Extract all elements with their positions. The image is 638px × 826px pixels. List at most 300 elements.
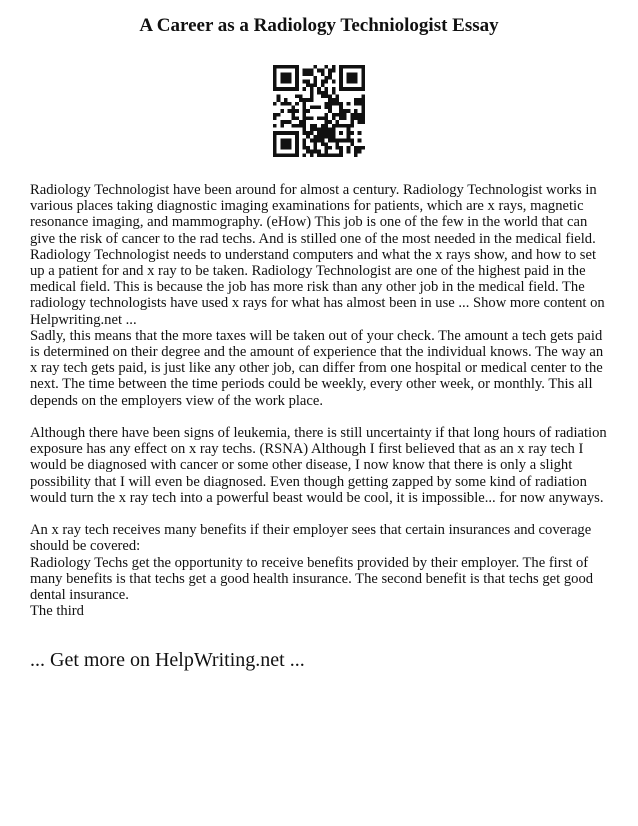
qr-module <box>310 69 314 73</box>
qr-module <box>284 102 288 106</box>
qr-module <box>350 124 354 128</box>
qr-module <box>343 65 347 69</box>
qr-module <box>343 139 347 143</box>
qr-module <box>288 146 292 150</box>
qr-module <box>321 153 325 157</box>
qr-module <box>339 150 343 154</box>
qr-module <box>328 94 332 98</box>
qr-module <box>310 153 314 157</box>
qr-module <box>325 120 329 124</box>
qr-module <box>310 117 314 121</box>
qr-module <box>291 65 295 69</box>
qr-module <box>310 105 314 109</box>
qr-module <box>347 124 351 128</box>
qr-module <box>313 124 317 128</box>
qr-module <box>336 153 340 157</box>
qr-module <box>277 113 281 117</box>
qr-module <box>350 65 354 69</box>
qr-module <box>339 131 343 135</box>
qr-module <box>325 76 329 80</box>
qr-module <box>325 142 329 146</box>
qr-module <box>336 102 340 106</box>
qr-module <box>354 146 358 150</box>
qr-module <box>361 69 365 73</box>
qr-module <box>310 91 314 95</box>
qr-module <box>284 76 288 80</box>
qr-module <box>313 76 317 80</box>
paragraph-gap <box>30 506 610 522</box>
qr-module <box>273 76 277 80</box>
qr-module <box>358 102 362 106</box>
qr-module <box>350 87 354 91</box>
qr-module <box>306 98 310 102</box>
qr-module <box>277 65 281 69</box>
qr-module <box>328 128 332 132</box>
qr-module <box>332 124 336 128</box>
qr-module <box>295 131 299 135</box>
qr-module <box>332 131 336 135</box>
qr-module <box>288 131 292 135</box>
qr-module <box>313 150 317 154</box>
qr-module <box>273 72 277 76</box>
qr-module <box>295 142 299 146</box>
qr-module <box>291 153 295 157</box>
qr-module <box>280 87 284 91</box>
qr-module <box>277 94 281 98</box>
qr-module <box>354 117 358 121</box>
qr-module <box>328 69 332 73</box>
qr-module <box>328 102 332 106</box>
essay-paragraph: The third <box>30 603 84 620</box>
qr-module <box>277 131 281 135</box>
qr-module <box>317 135 321 139</box>
qr-module <box>302 117 306 121</box>
qr-module <box>339 105 343 109</box>
paragraph-gap <box>30 409 610 425</box>
qr-module <box>347 72 351 76</box>
qr-module <box>310 131 314 135</box>
qr-module <box>313 139 317 143</box>
qr-module <box>306 150 310 154</box>
qr-module <box>325 135 329 139</box>
qr-module <box>295 124 299 128</box>
qr-module <box>280 124 284 128</box>
qr-module <box>321 80 325 84</box>
qr-module <box>288 153 292 157</box>
qr-module <box>350 120 354 124</box>
qr-module <box>273 146 277 150</box>
qr-module <box>317 105 321 109</box>
qr-module <box>280 65 284 69</box>
qr-module <box>332 69 336 73</box>
qr-module <box>325 113 329 117</box>
qr-module <box>354 80 358 84</box>
qr-module <box>277 153 281 157</box>
qr-module <box>288 76 292 80</box>
qr-module <box>361 120 365 124</box>
qr-module <box>325 65 329 69</box>
qr-module <box>288 80 292 84</box>
qr-module <box>321 124 325 128</box>
qr-module <box>306 83 310 87</box>
qr-module <box>336 142 340 146</box>
qr-module <box>339 76 343 80</box>
qr-module <box>306 69 310 73</box>
qr-module <box>354 150 358 154</box>
qr-module <box>280 109 284 113</box>
qr-module <box>302 146 306 150</box>
qr-module <box>273 65 277 69</box>
qr-module <box>354 76 358 80</box>
qr-module <box>273 150 277 154</box>
qr-module <box>291 113 295 117</box>
qr-module <box>350 113 354 117</box>
qr-module <box>343 113 347 117</box>
qr-module <box>328 120 332 124</box>
qr-module <box>284 142 288 146</box>
qr-module <box>358 117 362 121</box>
qr-module <box>354 102 358 106</box>
qr-module <box>277 87 281 91</box>
qr-module <box>339 153 343 157</box>
qr-module <box>339 69 343 73</box>
qr-module <box>350 72 354 76</box>
qr-module <box>277 98 281 102</box>
qr-module <box>291 124 295 128</box>
qr-module <box>358 150 362 154</box>
qr-module <box>280 153 284 157</box>
qr-module <box>347 65 351 69</box>
qr-module <box>336 139 340 143</box>
qr-code-icon <box>273 65 365 157</box>
qr-module <box>361 65 365 69</box>
qr-module <box>302 80 306 84</box>
qr-module <box>299 120 303 124</box>
qr-module <box>280 120 284 124</box>
qr-module <box>284 120 288 124</box>
qr-module <box>328 135 332 139</box>
qr-module <box>313 65 317 69</box>
qr-module <box>295 146 299 150</box>
qr-module <box>354 113 358 117</box>
qr-module <box>332 135 336 139</box>
qr-module <box>332 128 336 132</box>
qr-module <box>288 120 292 124</box>
essay-title: A Career as a Radiology Techniologist Essay <box>139 15 499 36</box>
qr-module <box>347 128 351 132</box>
qr-module <box>302 113 306 117</box>
qr-module <box>339 87 343 91</box>
qr-module <box>332 113 336 117</box>
qr-module <box>295 65 299 69</box>
qr-module <box>321 91 325 95</box>
qr-module <box>273 102 277 106</box>
qr-module <box>284 153 288 157</box>
qr-module <box>325 146 329 150</box>
qr-module <box>343 117 347 121</box>
qr-module <box>350 131 354 135</box>
qr-module <box>325 131 329 135</box>
qr-module <box>302 128 306 132</box>
qr-module <box>325 153 329 157</box>
qr-module <box>310 72 314 76</box>
qr-module <box>295 76 299 80</box>
qr-module <box>295 69 299 73</box>
qr-module <box>310 98 314 102</box>
qr-module <box>339 109 343 113</box>
qr-module <box>347 150 351 154</box>
qr-module <box>328 72 332 76</box>
essay-paragraph: An x ray tech receives many benefits if their employer sees that certain insurances and coverage should be covered: <box>30 522 592 555</box>
qr-module <box>321 128 325 132</box>
qr-module <box>336 124 340 128</box>
qr-module <box>273 135 277 139</box>
qr-module <box>328 76 332 80</box>
qr-module <box>317 69 321 73</box>
qr-module <box>317 117 321 121</box>
qr-module <box>332 139 336 143</box>
qr-module <box>313 80 317 84</box>
qr-module <box>343 109 347 113</box>
qr-module <box>325 102 329 106</box>
qr-module <box>310 83 314 87</box>
qr-module <box>361 146 365 150</box>
qr-module <box>302 131 306 135</box>
qr-module <box>336 120 340 124</box>
qr-module <box>332 153 336 157</box>
qr-module <box>332 80 336 84</box>
qr-module <box>273 87 277 91</box>
qr-module <box>325 94 329 98</box>
qr-module <box>273 124 277 128</box>
qr-module <box>354 98 358 102</box>
qr-module <box>339 139 343 143</box>
qr-module <box>361 109 365 113</box>
qr-module <box>354 153 358 157</box>
qr-module <box>313 128 317 132</box>
qr-module <box>325 91 329 95</box>
qr-module <box>328 105 332 109</box>
qr-module <box>284 139 288 143</box>
qr-module <box>358 146 362 150</box>
qr-module <box>295 150 299 154</box>
qr-module <box>325 117 329 121</box>
qr-module <box>317 153 321 157</box>
qr-module <box>354 109 358 113</box>
qr-module <box>288 65 292 69</box>
qr-module <box>295 135 299 139</box>
qr-module <box>350 139 354 143</box>
qr-module <box>328 109 332 113</box>
qr-module <box>273 80 277 84</box>
qr-module <box>302 120 306 124</box>
qr-module <box>343 124 347 128</box>
qr-module <box>358 98 362 102</box>
qr-module <box>361 76 365 80</box>
qr-module <box>306 72 310 76</box>
qr-module <box>273 131 277 135</box>
qr-module <box>361 98 365 102</box>
qr-module <box>361 83 365 87</box>
qr-module <box>302 69 306 73</box>
qr-module <box>295 80 299 84</box>
qr-module <box>358 139 362 143</box>
qr-module <box>347 146 351 150</box>
qr-module <box>288 142 292 146</box>
qr-module <box>325 124 329 128</box>
qr-module <box>280 142 284 146</box>
qr-module <box>302 72 306 76</box>
qr-module <box>280 80 284 84</box>
qr-module <box>284 65 288 69</box>
qr-module <box>317 150 321 154</box>
qr-module <box>288 102 292 106</box>
qr-module <box>317 91 321 95</box>
qr-module <box>350 117 354 121</box>
qr-module <box>358 120 362 124</box>
qr-module <box>339 72 343 76</box>
qr-module <box>284 80 288 84</box>
qr-module <box>361 80 365 84</box>
qr-module <box>358 65 362 69</box>
qr-module <box>361 94 365 98</box>
qr-module <box>288 109 292 113</box>
essay-paragraph: Although there have been signs of leukemia, there is still uncertainty if that long hours of radiation exposure has any effect on x ray techs. (RSNA) Although I first believed that as an x ray tech I would be diagnosed with cancer or some other disease, I now know that there is only a slight possibility that I will even be diagnosed. Even though getting zapped by some kind of radiation would turn the x ray tech into a powerful beast would be cool, it is impossible... for now anyways. <box>30 425 607 506</box>
qr-module <box>336 98 340 102</box>
qr-module <box>306 117 310 121</box>
qr-module <box>295 87 299 91</box>
qr-module <box>336 146 340 150</box>
qr-module <box>306 135 310 139</box>
qr-module <box>295 83 299 87</box>
qr-module <box>339 146 343 150</box>
qr-module <box>299 124 303 128</box>
qr-module <box>313 135 317 139</box>
qr-module <box>288 72 292 76</box>
qr-module <box>332 87 336 91</box>
qr-module <box>295 153 299 157</box>
qr-module <box>339 65 343 69</box>
qr-module <box>295 117 299 121</box>
qr-module <box>336 113 340 117</box>
qr-module <box>332 117 336 121</box>
qr-module <box>291 87 295 91</box>
qr-module <box>350 142 354 146</box>
qr-module <box>302 142 306 146</box>
qr-module <box>273 83 277 87</box>
qr-module <box>280 72 284 76</box>
qr-module <box>299 94 303 98</box>
qr-module <box>321 69 325 73</box>
qr-module <box>273 153 277 157</box>
qr-module <box>325 105 329 109</box>
essay-paragraph: Radiology Technologist have been around for almost a century. Radiology Technologist works in various places taking diagnostic imaging examinations for patients, which are x rays, magnetic resonance imaging, and mammography. (eHow) This job is one of the few in the world that can give the risk of cancer to the rad techs. And is stilled one of the most needed in the medical field. Radiology Technologist needs to understand computers and what the x rays show, and how to set up a patient for and x ray to be taken. Radiology Technologist are one of the highest paid in the medical field. This is because the job has more risk than any other job in the medical field. The radiology technologists have used x rays for what has almost been in use ... Show more content on Helpwriting.net ... <box>30 182 605 328</box>
qr-module <box>273 113 277 117</box>
qr-module <box>336 94 340 98</box>
essay-body <box>30 182 610 619</box>
qr-module <box>361 105 365 109</box>
essay-paragraph: Radiology Techs get the opportunity to receive benefits provided by their employer. The first of many benefits is that techs get a good health insurance. The second benefit is that techs get good dental insurance. <box>30 554 594 604</box>
qr-module <box>313 105 317 109</box>
qr-module <box>361 102 365 106</box>
qr-module <box>306 131 310 135</box>
qr-module <box>325 87 329 91</box>
qr-module <box>273 117 277 121</box>
qr-module <box>321 83 325 87</box>
qr-module <box>325 150 329 154</box>
qr-module <box>358 87 362 91</box>
qr-module <box>302 102 306 106</box>
qr-module <box>302 139 306 143</box>
qr-module <box>302 87 306 91</box>
qr-module <box>291 105 295 109</box>
qr-module <box>302 153 306 157</box>
qr-module <box>295 72 299 76</box>
qr-module <box>347 109 351 113</box>
qr-module <box>280 76 284 80</box>
qr-module <box>328 131 332 135</box>
qr-module <box>302 124 306 128</box>
qr-module <box>280 139 284 143</box>
qr-module <box>306 80 310 84</box>
qr-module <box>350 80 354 84</box>
qr-module <box>284 87 288 91</box>
get-more-link[interactable]: ... Get more on HelpWriting.net ... <box>30 649 305 671</box>
qr-module <box>339 113 343 117</box>
qr-module <box>339 80 343 84</box>
qr-module <box>328 146 332 150</box>
qr-module <box>288 139 292 143</box>
qr-module <box>321 117 325 121</box>
qr-module <box>313 142 317 146</box>
qr-module <box>321 94 325 98</box>
qr-module <box>332 102 336 106</box>
qr-module <box>328 98 332 102</box>
qr-module <box>350 76 354 80</box>
qr-module <box>347 135 351 139</box>
qr-module <box>347 102 351 106</box>
qr-module <box>302 98 306 102</box>
qr-module <box>361 72 365 76</box>
qr-module <box>273 69 277 73</box>
qr-module <box>347 76 351 80</box>
qr-module <box>321 72 325 76</box>
qr-module <box>291 109 295 113</box>
qr-module <box>317 87 321 91</box>
qr-module <box>280 102 284 106</box>
qr-module <box>280 146 284 150</box>
qr-module <box>325 128 329 132</box>
qr-module <box>347 131 351 135</box>
qr-module <box>313 83 317 87</box>
qr-module <box>310 150 314 154</box>
qr-module <box>317 131 321 135</box>
qr-module <box>295 139 299 143</box>
qr-module <box>321 135 325 139</box>
qr-module <box>317 128 321 132</box>
qr-module <box>354 65 358 69</box>
qr-module <box>306 109 310 113</box>
qr-module <box>291 117 295 121</box>
qr-module <box>339 117 343 121</box>
qr-module <box>284 98 288 102</box>
qr-module <box>284 72 288 76</box>
qr-module <box>295 94 299 98</box>
qr-module <box>358 131 362 135</box>
qr-module <box>354 72 358 76</box>
qr-module <box>347 87 351 91</box>
qr-module <box>288 87 292 91</box>
